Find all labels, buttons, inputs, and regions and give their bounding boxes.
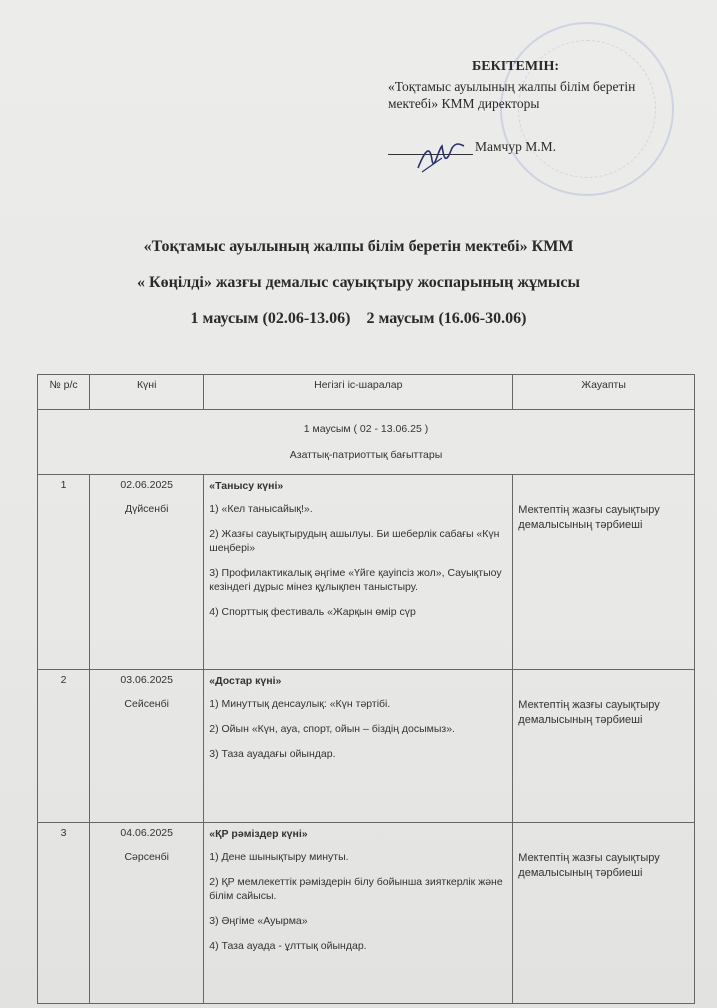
row-date: 03.06.2025 bbox=[120, 674, 173, 686]
activity-title: «Танысу күні» bbox=[209, 480, 284, 492]
activity-item: 2) Жазғы сауықтырудың ашылуы. Би шеберлік сабағы «Күн шеңбері» bbox=[209, 528, 500, 554]
row-activities bbox=[204, 475, 513, 670]
approval-heading: БЕКІТЕМІН: bbox=[472, 59, 560, 74]
activity-item: 3) Профилактикалық әңгіме «Үйге қауіпсіз жол», Сауықтыоу кезіндегі дұрыс мінез құлықпен таныстыру. bbox=[209, 567, 502, 593]
header-activities: Негізгі іс-шаралар bbox=[204, 375, 513, 410]
row-number: 1 bbox=[38, 475, 90, 670]
activity-item: 3) Таза ауадағы ойындар. bbox=[209, 748, 336, 760]
title-school: «Тоқтамыс ауылының жалпы білім беретін мектебі» КММ bbox=[143, 238, 574, 255]
header-number: № р/с bbox=[38, 375, 90, 410]
row-weekday: Дүйсенбі bbox=[124, 503, 169, 515]
activity-title: «Достар күні» bbox=[209, 675, 282, 687]
table-row bbox=[38, 670, 695, 823]
row-date-cell bbox=[90, 823, 204, 1004]
activity-item: 3) Әңгіме «Ауырма» bbox=[209, 915, 308, 927]
activity-item: 4) Спорттық фестиваль «Жарқын өмір сүр bbox=[209, 606, 416, 618]
row-responsible: Мектептің жазғы сауықтыру демалысының тәрбиеші bbox=[513, 475, 695, 670]
approval-organization: «Тоқтамыс ауылының жалпы білім беретін мектебі» КММ директоры bbox=[388, 79, 636, 111]
activity-item: 1) Дене шынықтыру минуты. bbox=[209, 851, 349, 863]
section-direction: Азаттық-патриоттық бағыттары bbox=[289, 449, 443, 461]
row-date-cell bbox=[90, 670, 204, 823]
row-responsible: Мектептің жазғы сауықтыру демалысының тәрбиеші bbox=[513, 823, 695, 1004]
row-date-cell bbox=[90, 475, 204, 670]
section-row bbox=[38, 410, 695, 475]
signer-name: Мамчур М.М. bbox=[475, 139, 556, 154]
row-date: 02.06.2025 bbox=[120, 479, 173, 491]
row-activities bbox=[204, 670, 513, 823]
row-responsible: Мектептің жазғы сауықтыру демалысының тәрбиеші bbox=[513, 670, 695, 823]
handwritten-signature bbox=[412, 138, 472, 178]
table-row bbox=[38, 475, 695, 670]
activity-item: 1) Минуттық денсаулық: «Күн тәртібі. bbox=[209, 698, 391, 710]
plan-table bbox=[37, 374, 695, 1004]
row-weekday: Сейсенбі bbox=[124, 698, 169, 710]
table-row bbox=[38, 823, 695, 1004]
activity-item: 2) ҚР мемлекеттік рәміздерін білу бойынша зияткерлік және білім сайысы. bbox=[209, 876, 503, 902]
row-weekday: Сәрсенбі bbox=[124, 851, 169, 863]
row-date: 04.06.2025 bbox=[120, 827, 173, 839]
header-responsible: Жауапты bbox=[513, 375, 695, 410]
title-periods: 1 маусым (02.06-13.06) 2 маусым (16.06-30.06) bbox=[190, 310, 527, 327]
activity-title: «ҚР рәміздер күні» bbox=[209, 828, 308, 840]
section-period: 1 маусым ( 02 - 13.06.25 ) bbox=[303, 423, 429, 435]
activity-item: 2) Ойын «Күн, ауа, спорт, ойын – біздің досымыз». bbox=[209, 723, 455, 735]
row-activities bbox=[204, 823, 513, 1004]
document-titles bbox=[0, 238, 717, 346]
activity-item: 4) Таза ауада - ұлттық ойындар. bbox=[209, 940, 367, 952]
table-header-row bbox=[38, 375, 695, 410]
row-number: 2 bbox=[38, 670, 90, 823]
row-number: 3 bbox=[38, 823, 90, 1004]
title-plan: « Көңілді» жазғы демалыс сауықтыру жоспарының жұмысы bbox=[137, 274, 580, 291]
activity-item: 1) «Кел танысайық!». bbox=[209, 503, 313, 515]
header-date: Күні bbox=[90, 375, 204, 410]
